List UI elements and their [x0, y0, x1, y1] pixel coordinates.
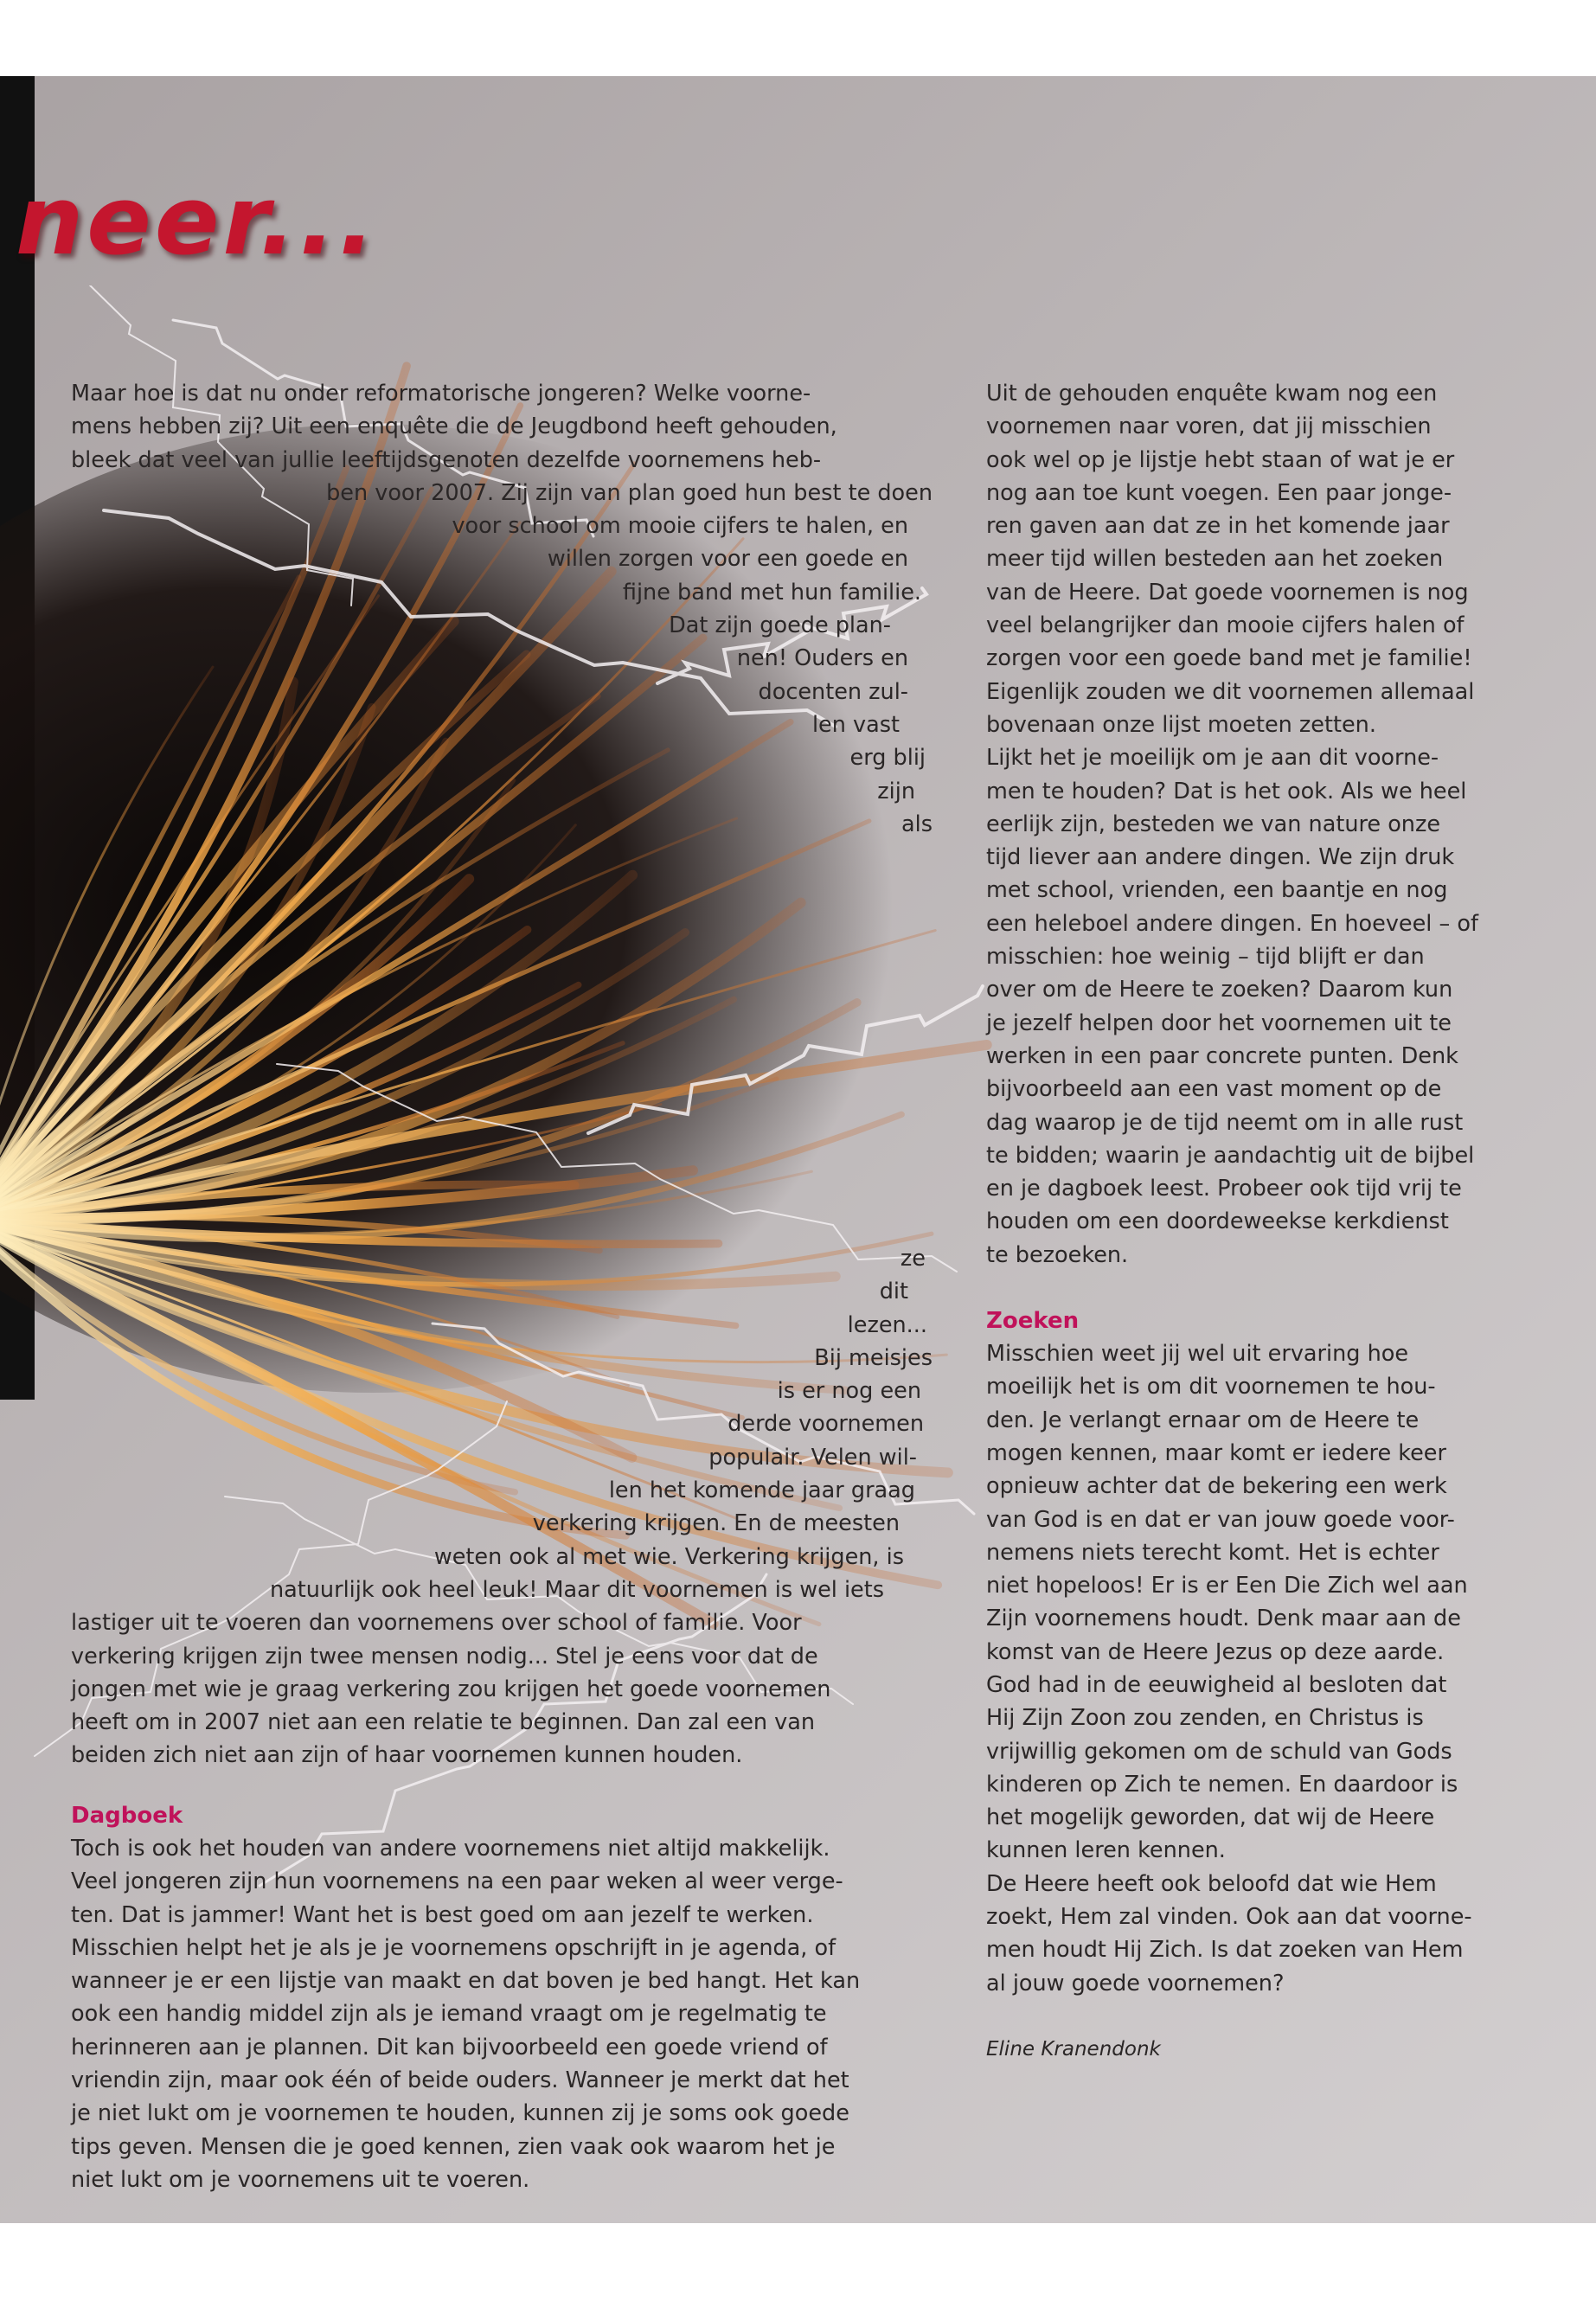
text-line: willen zorgen voor een goede en: [547, 546, 908, 573]
text-line: nemens niets terecht komt. Het is echter: [986, 1539, 1439, 1566]
text-line: meer tijd willen besteden aan het zoeken: [986, 546, 1444, 573]
text-line: fijne band met hun familie.: [622, 579, 921, 606]
text-line: ren gaven aan dat ze in het komende jaar: [986, 513, 1450, 540]
text-line: mens hebben zij? Uit een enquête die de Jeugdbond heeft gehouden,: [71, 413, 837, 440]
section-heading-zoeken: Zoeken: [986, 1308, 1080, 1335]
left-column-middle: [0, 1242, 934, 1772]
text-line: nen! Ouders en: [736, 645, 908, 672]
text-line: populair. Velen wil-: [708, 1444, 917, 1471]
text-line: tijd liever aan andere dingen. We zijn druk: [986, 844, 1455, 871]
text-line: is er nog een: [777, 1378, 921, 1405]
text-line: zoekt, Hem zal vinden. Ook aan dat voorne-: [986, 1904, 1472, 1931]
text-line: ben voor 2007. Zij zijn van plan goed hun best te doen: [326, 479, 933, 506]
text-line: jongen met wie je graag verkering zou krijgen het goede voornemen: [71, 1676, 831, 1702]
author-signature: Eline Kranendonk: [986, 2037, 1161, 2061]
text-line: verkering krijgen. En de meesten: [532, 1510, 900, 1537]
text-line: Maar hoe is dat nu onder reformatorische jongeren? Welke voorne-: [71, 381, 811, 407]
text-line: veel belangrijker dan mooie cijfers halen of: [986, 612, 1465, 639]
text-line: niet lukt om je voornemens uit te voeren.: [71, 2166, 530, 2193]
text-line: Misschien helpt het je als je je voornemens opschrijft in je agenda, of: [71, 1934, 836, 1961]
text-line: van God is en dat er van jouw goede voor-: [986, 1506, 1455, 1533]
text-line: dit: [879, 1279, 908, 1305]
text-line: niet hopeloos! Er is er Een Die Zich wel aan: [986, 1573, 1468, 1599]
text-line: Veel jongeren zijn hun voornemens na een paar weken al weer verge-: [71, 1868, 843, 1895]
text-line: lastiger uit te voeren dan voornemens over school of familie. Voor: [71, 1610, 802, 1637]
text-line: Hij Zijn Zoon zou zenden, en Christus is: [986, 1705, 1424, 1732]
text-line: herinneren aan je plannen. Dit kan bijvoorbeeld een goede vriend of: [71, 2034, 828, 2061]
text-line: houden om een doordeweekse kerkdienst: [986, 1208, 1449, 1235]
right-column: [986, 377, 1548, 2066]
text-line: en je dagboek leest. Probeer ook tijd vrij te: [986, 1176, 1462, 1202]
text-line: te bezoeken.: [986, 1241, 1129, 1268]
text-line: Bij meisjes: [814, 1344, 933, 1371]
text-line: komst van de Heere Jezus op deze aarde.: [986, 1638, 1445, 1665]
text-line: zijn: [877, 778, 915, 804]
text-line: De Heere heeft ook beloofd dat wie Hem: [986, 1870, 1437, 1897]
text-line: zorgen voor een goede band met je familie!: [986, 645, 1472, 672]
text-line: lezen...: [847, 1311, 927, 1338]
text-line: nog aan toe kunt voegen. Een paar jonge-: [986, 479, 1452, 506]
text-line: den. Je verlangt ernaar om de Heere te: [986, 1407, 1420, 1433]
text-line: je jezelf helpen door het voornemen uit te: [986, 1009, 1452, 1036]
text-line: kinderen op Zich te nemen. En daardoor is: [986, 1771, 1458, 1798]
left-column-dagboek: [71, 1799, 936, 2196]
text-line: met school, vrienden, een baantje en nog: [986, 877, 1448, 904]
text-line: vrijwillig gekomen om de schuld van Gods: [986, 1738, 1452, 1765]
left-column-intro: [0, 377, 934, 841]
text-line: het mogelijk geworden, dat wij de Heere: [986, 1804, 1435, 1831]
text-line: moeilijk het is om dit voornemen te hou-: [986, 1374, 1436, 1400]
text-line: al jouw goede voornemen?: [986, 1970, 1285, 1997]
text-line: misschien: hoe weinig – tijd blijft er dan: [986, 944, 1425, 971]
text-line: God had in de eeuwigheid al besloten dat: [986, 1671, 1447, 1698]
text-line: van de Heere. Dat goede voornemen is nog: [986, 579, 1469, 606]
text-line: Toch is ook het houden van andere voornemens niet altijd makkelijk.: [71, 1836, 830, 1862]
text-line: dag waarop je de tijd neemt om in alle rust: [986, 1109, 1464, 1136]
text-line: tips geven. Mensen die je goed kennen, zien vaak ook waarom het je: [71, 2133, 836, 2160]
text-line: bleek dat veel van jullie leeftijdsgenoten dezelfde voornemens heb-: [71, 446, 822, 473]
text-line: verkering krijgen zijn twee mensen nodig... Stel je eens voor dat de: [71, 1643, 818, 1670]
text-line: Dat zijn goede plan-: [669, 612, 891, 639]
text-line: bovenaan onze lijst moeten zetten.: [986, 711, 1376, 738]
text-line: len het komende jaar graag: [608, 1477, 915, 1504]
text-line: ook een handig middel zijn als je iemand vraagt om je regelmatig te: [71, 2001, 827, 2028]
dagboek-text: [71, 1832, 936, 2196]
text-line: natuurlijk ook heel leuk! Maar dit voornemen is wel iets: [269, 1576, 884, 1603]
text-line: men houdt Hij Zich. Is dat zoeken van Hem: [986, 1937, 1464, 1964]
text-line: Uit de gehouden enquête kwam nog een: [986, 381, 1438, 407]
text-line: Eigenlijk zouden we dit voornemen allemaal: [986, 678, 1475, 705]
text-line: eerlijk zijn, besteden we van nature onze: [986, 811, 1441, 837]
text-line: men te houden? Dat is het ook. Als we heel: [986, 778, 1467, 804]
text-line: docenten zul-: [758, 678, 908, 705]
text-line: over om de Heere te zoeken? Daarom kun: [986, 977, 1453, 1003]
text-line: weten ook al met wie. Verkering krijgen, is: [433, 1543, 904, 1570]
text-line: opnieuw achter dat de bekering een werk: [986, 1473, 1447, 1500]
text-line: te bidden; waarin je aandachtig uit de bijbel: [986, 1142, 1475, 1169]
text-line: erg blij: [849, 745, 926, 772]
text-line: je niet lukt om je voornemen te houden, kunnen zij je soms ook goede: [71, 2100, 849, 2127]
text-line: Zijn voornemens houdt. Denk maar aan de: [986, 1606, 1461, 1632]
text-line: kunnen leren kennen.: [986, 1837, 1226, 1864]
text-line: wanneer je er een lijstje van maakt en dat boven je bed hangt. Het kan: [71, 1968, 861, 1995]
text-line: derde voornemen: [727, 1411, 924, 1438]
text-line: bijvoorbeeld aan een vast moment op de: [986, 1076, 1442, 1103]
text-line: heeft om in 2007 niet aan een relatie te beginnen. Dan zal een van: [71, 1709, 816, 1736]
text-line: ook wel op je lijstje hebt staan of wat je er: [986, 446, 1455, 473]
page-title: neer...: [16, 165, 379, 276]
text-line: als: [901, 811, 933, 837]
text-line: Lijkt het je moeilijk om je aan dit voorne-: [986, 745, 1439, 772]
text-line: Misschien weet jij wel uit ervaring hoe: [986, 1341, 1409, 1368]
text-line: voornemen naar voren, dat jij misschien: [986, 413, 1432, 440]
text-line: len vast: [811, 711, 900, 738]
text-line: ten. Dat is jammer! Want het is best goed om aan jezelf te werken.: [71, 1901, 814, 1928]
text-line: voor school om mooie cijfers te halen, en: [452, 513, 908, 540]
section-heading-dagboek: Dagboek: [71, 1803, 183, 1829]
text-line: een heleboel andere dingen. En hoeveel – of: [986, 910, 1478, 937]
text-line: mogen kennen, maar komt er iedere keer: [986, 1439, 1446, 1466]
text-line: werken in een paar concrete punten. Denk: [986, 1042, 1458, 1069]
right-column-text: [986, 377, 1548, 1272]
text-line: ze: [900, 1246, 926, 1272]
zoeken-text: [986, 1337, 1548, 2000]
text-line: beiden zich niet aan zijn of haar voornemen kunnen houden.: [71, 1742, 743, 1769]
text-line: vriendin zijn, maar ook één of beide ouders. Wanneer je merkt dat het: [71, 2067, 849, 2094]
